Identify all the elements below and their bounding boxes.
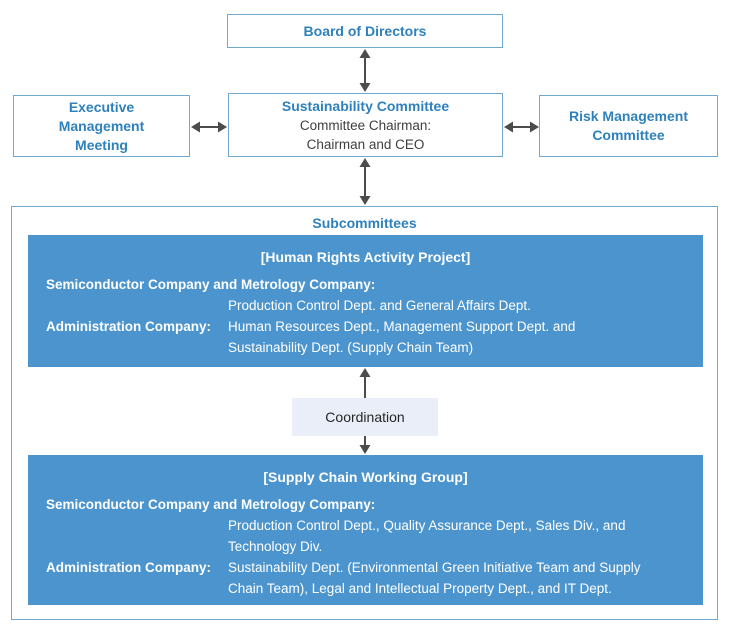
chairman-and-ceo-label: Chairman and CEO	[306, 136, 425, 152]
board-of-directors-label: Board of Directors	[303, 22, 427, 39]
double-arrow-vertical-icon	[358, 158, 372, 205]
risk-management-committee-label: Committee	[592, 127, 665, 143]
subcommittees-title: Subcommittees	[312, 215, 417, 231]
group-line	[28, 515, 703, 536]
human-rights-activity-project-group	[28, 235, 703, 367]
department-text: Sustainability Dept. (Environmental Green Initiative Team and Supply	[228, 560, 641, 575]
executive-management-meeting-label: Meeting	[75, 136, 128, 153]
company-label: Semiconductor Company and Metrology Company:	[46, 497, 376, 512]
double-arrow-horizontal-icon	[191, 120, 227, 134]
group-line	[28, 274, 703, 295]
coordination-label: Coordination	[325, 409, 405, 425]
group-line	[28, 536, 703, 557]
department-text: Production Control Dept., Quality Assurance Dept., Sales Div., and	[228, 518, 626, 533]
department-text: Sustainability Dept. (Supply Chain Team)	[228, 340, 474, 355]
human-rights-group-title: [Human Rights Activity Project]	[260, 249, 471, 265]
double-arrow-horizontal-icon	[504, 120, 539, 134]
sustainability-committee-box	[228, 93, 503, 157]
supply-chain-working-group	[28, 455, 703, 605]
group-line	[28, 337, 703, 358]
department-text: Chain Team), Legal and Intellectual Property Dept., and IT Dept.	[228, 581, 612, 596]
department-text: Production Control Dept. and General Affairs Dept.	[228, 298, 531, 313]
double-arrow-vertical-icon	[358, 49, 372, 92]
department-text: Technology Div.	[228, 539, 323, 554]
executive-management-meeting-label: Management	[58, 117, 145, 134]
group-line	[28, 316, 703, 337]
risk-management-committee-box	[539, 95, 718, 157]
company-label: Administration Company:	[46, 560, 212, 575]
coordination-box	[292, 398, 438, 436]
company-label: Semiconductor Company and Metrology Company:	[46, 277, 376, 292]
supply-chain-group-title: [Supply Chain Working Group]	[263, 469, 468, 485]
board-of-directors-box	[227, 14, 503, 48]
executive-management-meeting-label: Executive	[68, 98, 135, 115]
group-line	[28, 494, 703, 515]
group-line	[28, 578, 703, 599]
company-label: Administration Company:	[46, 319, 212, 334]
group-line	[28, 295, 703, 316]
committee-chairman-label: Committee Chairman:	[299, 117, 432, 133]
executive-management-meeting-box	[13, 95, 190, 157]
risk-management-committee-label: Risk Management	[568, 108, 689, 124]
department-text: Human Resources Dept., Management Support Dept. and	[228, 319, 576, 334]
group-line	[28, 557, 703, 578]
sustainability-committee-title: Sustainability Committee	[281, 97, 450, 114]
